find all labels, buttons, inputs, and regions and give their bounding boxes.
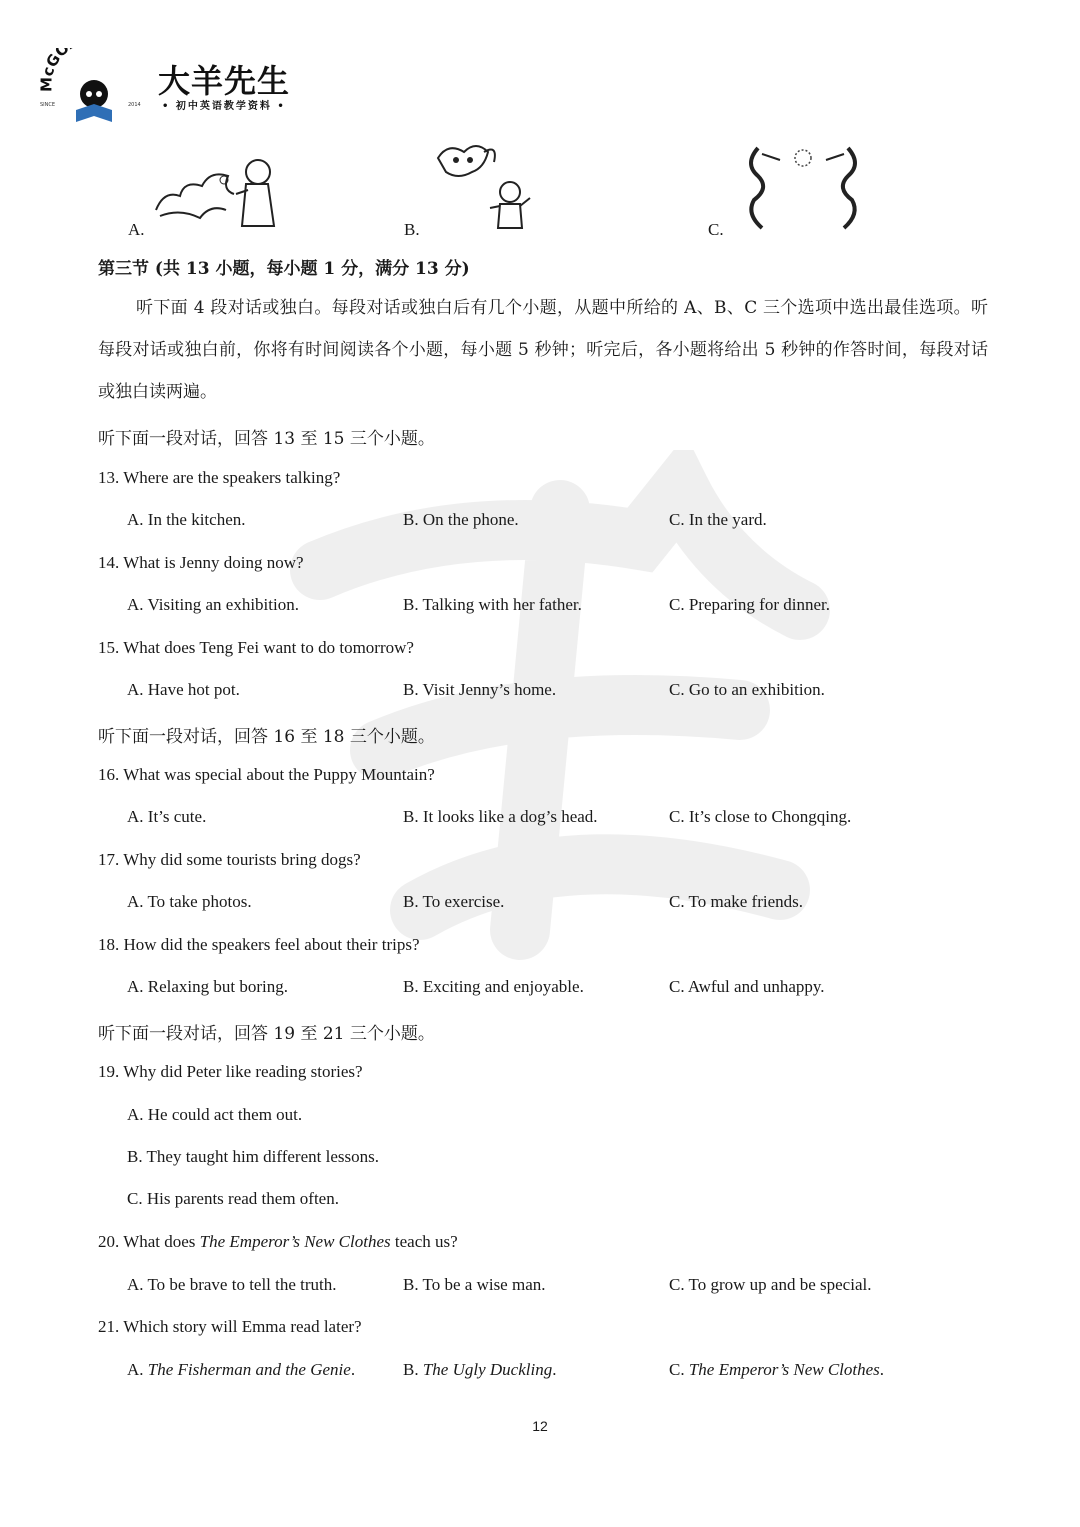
page-number: 12 bbox=[532, 1418, 548, 1434]
q21-b-title: The Ugly Duckling bbox=[422, 1360, 553, 1379]
picture-option-c-label: C. bbox=[708, 220, 724, 239]
q13-option-c: C. In the yard. bbox=[669, 510, 767, 529]
q17-option-c: C. To make friends. bbox=[669, 892, 803, 911]
q15-option-c: C. Go to an exhibition. bbox=[669, 680, 825, 699]
q21-option-b bbox=[403, 1360, 556, 1380]
q20-story-title: The Emperor’s New Clothes bbox=[199, 1232, 391, 1251]
q21-b-period: . bbox=[552, 1360, 557, 1379]
dragon-and-child-illustration-icon bbox=[428, 138, 536, 234]
q21-c-letter: C. bbox=[669, 1360, 689, 1379]
question-19: 19. Why did Peter like reading stories? bbox=[98, 1062, 363, 1081]
logo-since: SINCE bbox=[40, 102, 56, 108]
section-instructions: 听下面 4 段对话或独白。每段对话或独白后有几个小题，从题中所给的 A、B、C 三个选项中选出最佳选项。听每段对话或独白前，你将有时间阅读各个小题，每小题 5 秒钟；听完后，各小题将给出 5 秒钟的作答时间，每段对话或独白读两遍。 bbox=[98, 298, 988, 402]
picture-option-a-label: A. bbox=[128, 220, 145, 239]
q21-option-a bbox=[127, 1360, 355, 1380]
question-13: 13. Where are the speakers talking? bbox=[98, 468, 341, 487]
q14-option-b: B. Talking with her father. bbox=[403, 595, 582, 614]
q15-option-b: B. Visit Jenny’s home. bbox=[403, 680, 557, 699]
q20-option-a: A. To be brave to tell the truth. bbox=[127, 1275, 337, 1294]
q20-suffix: teach us? bbox=[390, 1232, 458, 1251]
goat-logo-icon bbox=[38, 48, 158, 128]
q16-option-b: B. It looks like a dog’s head. bbox=[403, 807, 598, 826]
logo-year: 2014 bbox=[128, 102, 141, 108]
picture-option-b-label: B. bbox=[404, 220, 420, 239]
group-instruction-2: 听下面一段对话，回答 16 至 18 三个小题。 bbox=[98, 727, 435, 747]
group-instruction-1: 听下面一段对话，回答 13 至 15 三个小题。 bbox=[98, 429, 435, 449]
question-18: 18. How did the speakers feel about their trips? bbox=[98, 935, 420, 954]
q16-option-a: A. It’s cute. bbox=[127, 807, 207, 826]
q17-option-b: B. To exercise. bbox=[403, 892, 505, 911]
twin-dragons-with-pearl-illustration-icon bbox=[740, 142, 866, 234]
q20-prefix: 20. What does bbox=[98, 1232, 200, 1251]
q19-option-c: C. His parents read them often. bbox=[127, 1189, 339, 1208]
q13-option-a: A. In the kitchen. bbox=[127, 510, 246, 529]
q18-option-a: A. Relaxing but boring. bbox=[127, 977, 289, 996]
q19-option-b: B. They taught him different lessons. bbox=[127, 1147, 379, 1166]
q20-option-b: B. To be a wise man. bbox=[403, 1275, 546, 1294]
q14-option-c: C. Preparing for dinner. bbox=[669, 595, 830, 614]
q18-option-b: B. Exciting and enjoyable. bbox=[403, 977, 584, 996]
question-21: 21. Which story will Emma read later? bbox=[98, 1317, 362, 1336]
question-14: 14. What is Jenny doing now? bbox=[98, 553, 304, 572]
q21-a-title: The Fisherman and the Genie bbox=[147, 1360, 351, 1379]
group-instruction-3: 听下面一段对话，回答 19 至 21 三个小题。 bbox=[98, 1024, 435, 1044]
logo-arc-text: McGO bbox=[38, 48, 73, 93]
q13-option-b: B. On the phone. bbox=[403, 510, 519, 529]
q15-option-a: A. Have hot pot. bbox=[127, 680, 240, 699]
question-15: 15. What does Teng Fei want to do tomorrow? bbox=[98, 638, 414, 657]
brand-name: 大羊先生 bbox=[158, 62, 291, 100]
q16-option-c: C. It’s close to Chongqing. bbox=[669, 807, 852, 826]
section-title: 第三节 (共 13 小题，每小题 1 分，满分 13 分) bbox=[98, 259, 470, 279]
q21-c-title: The Emperor’s New Clothes bbox=[688, 1360, 880, 1379]
boy-with-dragon-illustration-icon bbox=[150, 150, 282, 232]
q19-option-a: A. He could act them out. bbox=[127, 1105, 303, 1124]
question-17: 17. Why did some tourists bring dogs? bbox=[98, 850, 361, 869]
q21-c-period: . bbox=[879, 1360, 885, 1379]
q18-option-c: C. Awful and unhappy. bbox=[669, 977, 825, 996]
question-16: 16. What was special about the Puppy Mountain? bbox=[98, 765, 435, 784]
q14-option-a: A. Visiting an exhibition. bbox=[127, 595, 299, 614]
q21-a-letter: A. bbox=[127, 1360, 148, 1379]
q21-a-period: . bbox=[350, 1360, 356, 1379]
q20-option-c: C. To grow up and be special. bbox=[669, 1275, 872, 1294]
q21-b-letter: B. bbox=[403, 1360, 423, 1379]
question-20 bbox=[98, 1232, 458, 1252]
q17-option-a: A. To take photos. bbox=[127, 892, 252, 911]
q21-option-c bbox=[669, 1360, 884, 1380]
brand-subtitle: • 初中英语教学资料 • bbox=[162, 101, 286, 112]
